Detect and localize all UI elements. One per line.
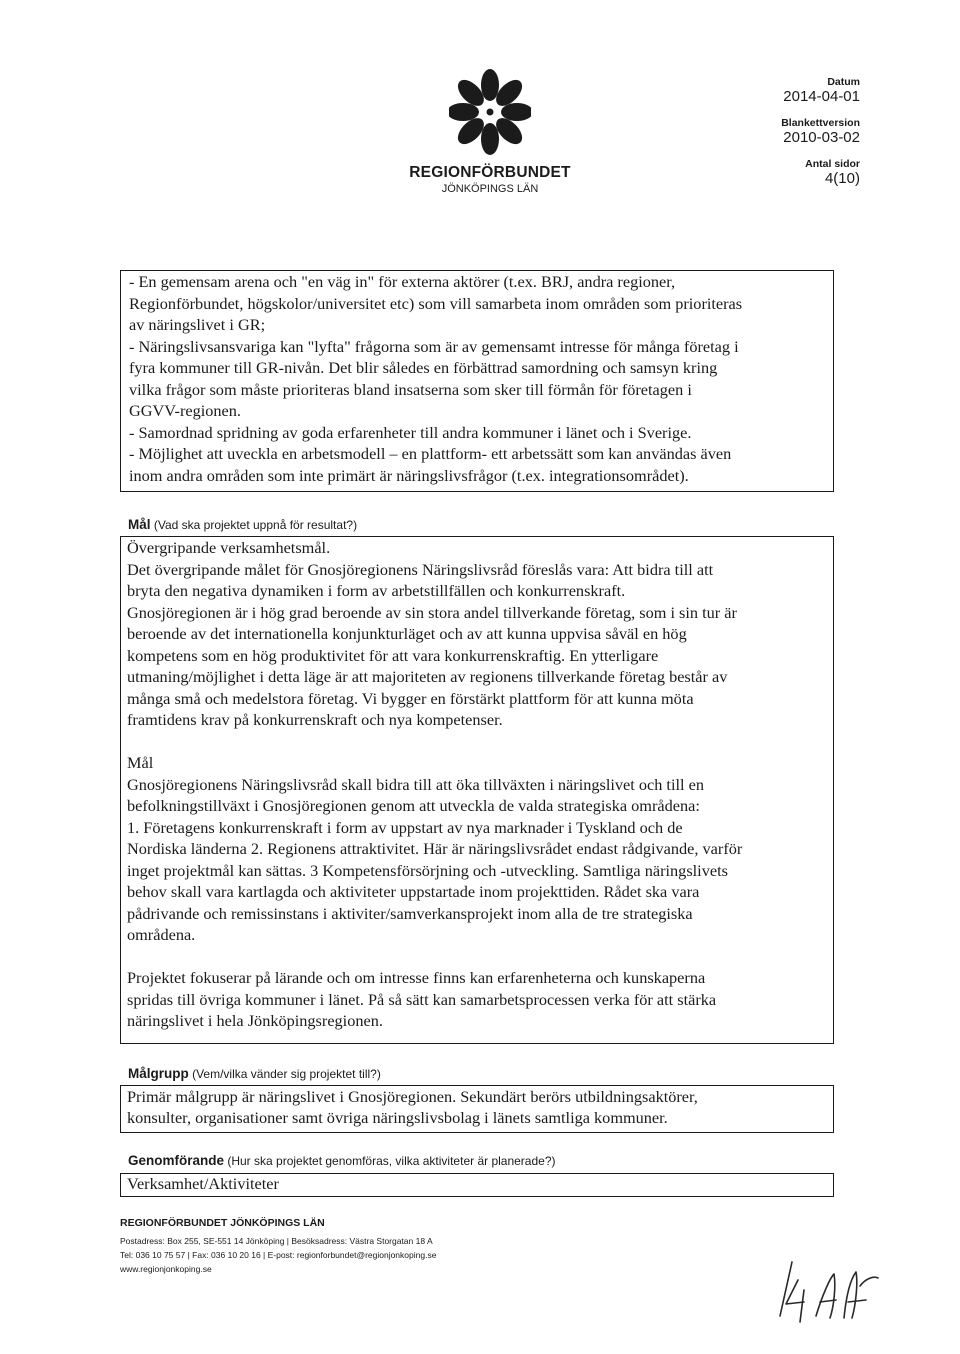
text-line: Gnosjöregionen är i hög grad beroende av sin stora andel tillverkande företag, som i sin tur är [127, 602, 737, 622]
text-line: Gnosjöregionens Näringslivsråd skall bidra till att öka tillväxten i näringslivet och till en [127, 774, 704, 794]
footer-website: www.regionjonkoping.se [120, 1264, 212, 1274]
malgrupp-box [120, 1085, 834, 1133]
text-line: inom andra områden som inte primärt är näringslivsfrågor (t.ex. integrationsområdet). [129, 465, 689, 485]
org-region: JÖNKÖPINGS LÄN [441, 183, 539, 195]
form-version-value: 2010-03-02 [783, 129, 860, 146]
text-line: pådrivande och remissinstans i aktiviter/samverkansprojekt inom alla de tre strategiska [127, 903, 693, 923]
footer-postal-address: Postadress: Box 255, SE-551 14 Jönköping | Besöksadress: Västra Storgatan 18 A [120, 1236, 433, 1246]
text-line: vilka frågor som måste prioriteras bland insatserna som sker till förmån för företagen i [129, 379, 692, 399]
text-line: Övergripande verksamhetsmål. [127, 538, 331, 557]
org-name: REGIONFÖRBUNDET [409, 164, 571, 181]
text-line: beroende av det internationella konjunkturläget och av att kunna uppvisa såväl en hög [127, 624, 687, 643]
date-label: Datum [827, 76, 860, 88]
text-line: utmaning/möjlighet i detta läge är att majoriteten av regionens tillverkande företag består av [127, 667, 728, 686]
malgrupp-label-bold: Målgrupp [128, 1066, 189, 1081]
genomforande-label-bold: Genomförande [128, 1153, 225, 1168]
text-line: bryta den negativa dynamiken i form av arbetstillfällen och konkurrenskraft. [127, 581, 626, 600]
page-count-label: Antal sidor [805, 158, 860, 170]
text-line: framtidens krav på konkurrenskraft och nya kompetenser. [127, 710, 503, 729]
text-line: behov skall vara kartlagda och aktiviteter uppstartade inom projekttiden. Rådet ska vara [127, 882, 700, 901]
footer-org-name: REGIONFÖRBUNDET JÖNKÖPINGS LÄN [120, 1217, 325, 1229]
text-line: - Näringslivsansvariga kan "lyfta" frågorna som är av gemensamt intresse för många företag i [129, 336, 739, 356]
text-line: - Samordnad spridning av goda erfarenheter till andra kommuner i länet och i Sverige. [129, 422, 692, 442]
text-line: Projektet fokuserar på lärande och om intresse finns kan erfarenheterna och kunskaperna [127, 968, 706, 987]
malgrupp-label-question: (Vem/vilka vänder sig projektet till?) [188, 1067, 381, 1081]
text-line: kompetens som en hög produktivitet för att vara konkurrenskraftig. En ytterligare [127, 645, 659, 665]
form-version-label: Blankettversion [781, 117, 860, 129]
regionforbundet-logo-icon [449, 62, 531, 162]
text-line: inget projektmål kan sättas. 3 Kompetensförsörjning och -utveckling. Samtliga näringslivets [127, 860, 728, 880]
mal-section-label [128, 517, 357, 532]
handwritten-initials-icon [770, 1256, 890, 1326]
text-line: Regionförbundet, högskolor/universitet etc) som vill samarbeta inom områden som prioriteras [129, 293, 743, 313]
text-line: - En gemensam arena och "en väg in" för externa aktörer (t.ex. BRJ, andra regioner, [129, 272, 676, 291]
footer [120, 1217, 436, 1276]
text-line: Det övergripande målet för Gnosjöregionens Näringslivsråd föreslås vara: Att bidra till att [127, 559, 714, 579]
text-line: konsulter, organisationer samt övriga näringslivsbolag i länets samtliga kommuner. [127, 1108, 668, 1127]
mal-label-question: (Vad ska projektet uppnå för resultat?) [150, 518, 358, 532]
malgrupp-section-label [128, 1066, 381, 1081]
genomforande-section-label [128, 1153, 556, 1168]
paragraph-gap [127, 946, 827, 968]
text-line: Primär målgrupp är näringslivet i Gnosjöregionen. Sekundärt berörs utbildningsaktörer, [127, 1087, 698, 1106]
text-line: - Möjlighet att uveckla en arbetsmodell – en plattform- ett arbetssätt som kan användas även [129, 444, 732, 463]
date-value: 2014-04-01 [783, 88, 860, 105]
genomforande-label-question: (Hur ska projektet genomföras, vilka aktiviteter är planerade?) [224, 1154, 556, 1168]
genomforande-box [120, 1173, 834, 1197]
text-line: Nordiska länderna 2. Regionens attraktivitet. Här är näringslivsrådet endast rådgivande, varför [127, 839, 743, 858]
paragraph-gap [127, 731, 827, 753]
text-line: spridas till övriga kommuner i länet. På så sätt kan samarbetsprocessen verka för att stärka [127, 989, 717, 1009]
benefits-box [120, 270, 834, 492]
text-line: Verksamhet/Aktiviteter [127, 1174, 279, 1193]
text-line: områdena. [127, 925, 196, 944]
text-line: Mål [127, 753, 154, 772]
text-line: näringslivet i hela Jönköpingsregionen. [127, 1011, 383, 1030]
page-count-value: 4(10) [824, 170, 860, 187]
text-line: befolkningstillväxt i Gnosjöregionen genom att utveckla de valda strategiska områdena: [127, 796, 700, 815]
footer-contact: Tel: 036 10 75 57 | Fax: 036 10 20 16 | E-post: regionforbundet@regionjonkoping.se [120, 1250, 437, 1260]
text-line: många små och medelstora företag. Vi bygger en förstärkt plattform för att kunna möta [127, 688, 694, 708]
text-line: GGVV-regionen. [129, 401, 241, 420]
mal-box [120, 536, 834, 1044]
text-line: fyra kommuner till GR-nivån. Det blir således en förbättrad samordning och samsyn kring [129, 358, 718, 377]
mal-label-bold: Mål [128, 517, 151, 532]
text-line: av näringslivet i GR; [129, 315, 266, 334]
text-line: 1. Företagens konkurrenskraft i form av uppstart av nya marknader i Tyskland och de [127, 817, 683, 837]
document-meta [740, 76, 860, 199]
logo-block [409, 62, 571, 195]
